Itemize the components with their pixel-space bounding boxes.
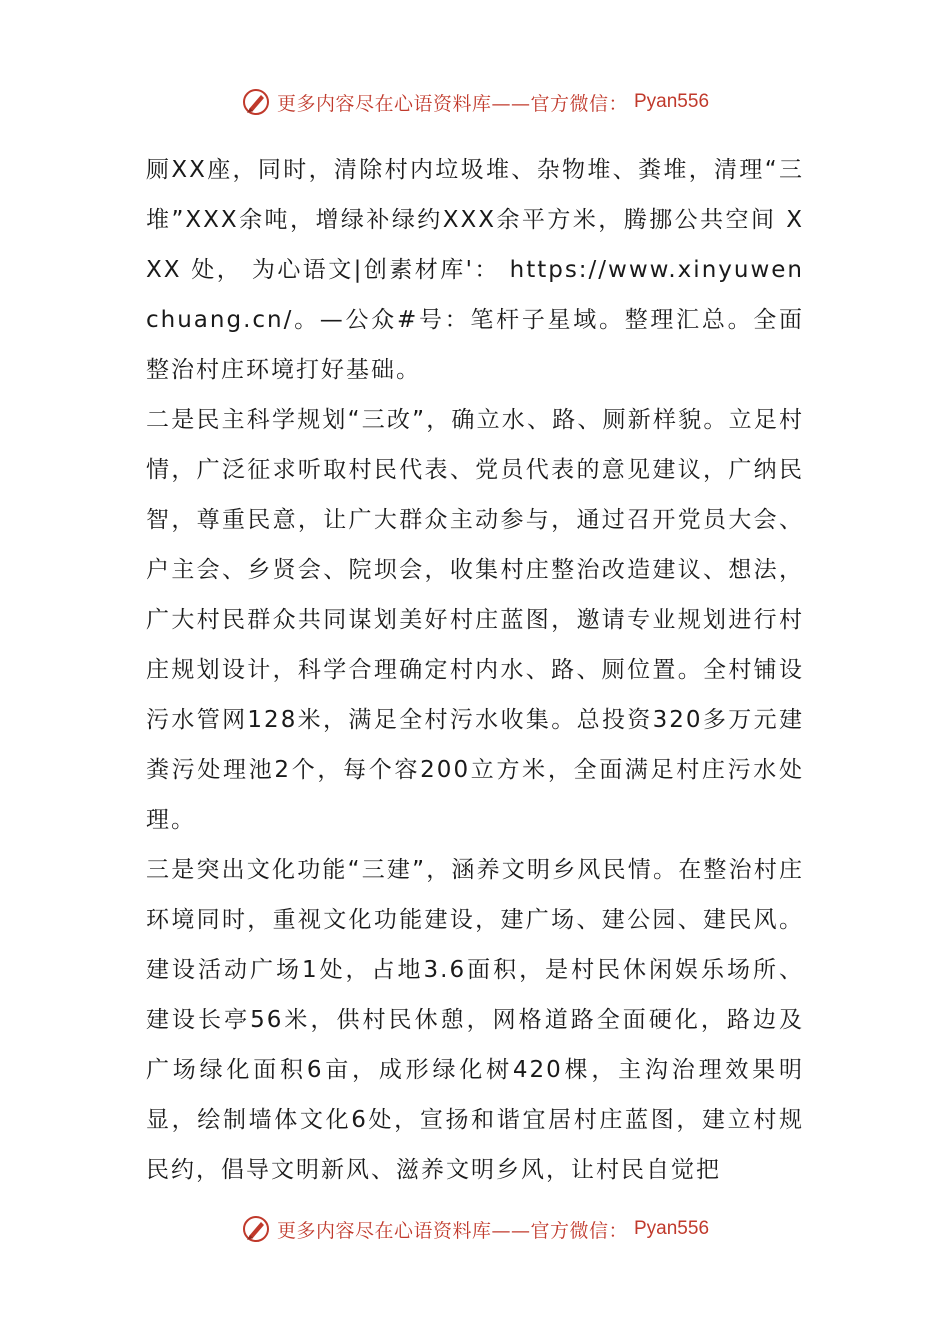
footer-banner — [0, 1209, 950, 1249]
footer-wechat-id: Pyan556 — [634, 1218, 710, 1239]
footer-site-text: 更多内容尽在心语资料库——官方微信： — [276, 1219, 628, 1242]
pen-circle-icon — [241, 1214, 271, 1244]
paragraph: 二是民主科学规划“三改”，确立水、路、厕新样貌。立足村情，广泛征求听取村民代表、党员代表的意见建议，广纳民智，尊重民意，让广大群众主动参与，通过召开党员大会、户主会、乡贤会、院坝会，收集村庄整治改造建议、想法，广大村民群众共同谋划美好村庄蓝图，邀请专业规划进行村庄规划设计，科学合理确定村内水、路、厕位置。全村铺设污水管网128米，满足全村污水收集。总投资320多万元建粪污处理池2个，每个容200立方米，全面满足村庄污水处理。 — [146, 407, 804, 833]
paragraph: 厕XX座，同时，清除村内垃圾堆、杂物堆、粪堆，清理“三堆”XXX余吨，增绿补绿约XXX余平方米，腾挪公共空间 XXX 处， 为心语文|创素材库'： https://www.xinyuwenchuang.cn/。—公众#号：笔杆子星域。整理汇总。全面整治村庄环境打好基础。 — [146, 157, 804, 383]
pen-circle-icon — [241, 87, 271, 117]
header-banner — [0, 82, 950, 122]
header-site-text: 更多内容尽在心语资料库——官方微信： — [276, 92, 628, 115]
paragraph: 三是突出文化功能“三建”，涵养文明乡风民情。在整治村庄环境同时，重视文化功能建设，建广场、建公园、建民风。建设活动广场1处，占地3.6面积，是村民休闲娱乐场所、建设长亭56米，供村民休憩，网格道路全面硬化，路边及广场绿化面积6亩，成形绿化树420棵，主沟治理效果明显，绘制墙体文化6处，宣扬和谐宜居村庄蓝图，建立村规民约，倡导文明新风、滋养文明乡风，让村民自觉把 — [146, 857, 804, 1183]
header-wechat-id: Pyan556 — [634, 91, 710, 112]
document-body — [146, 145, 804, 1195]
